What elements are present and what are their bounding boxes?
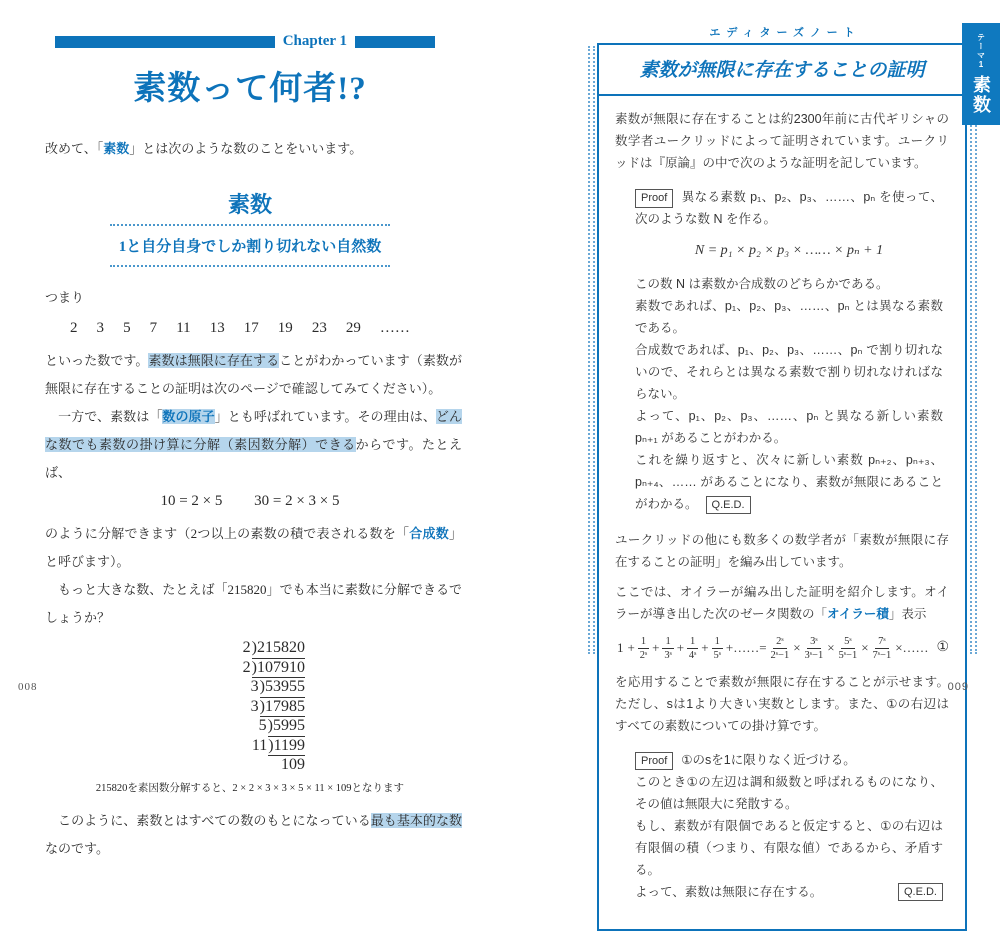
para1-text-2: ことがわかっています（素数が無限に存在することの証明は次のページで確認してみてください）。 bbox=[45, 353, 462, 396]
prime-number: 17 bbox=[243, 320, 259, 336]
fraction-denominator: 2ˢ bbox=[639, 650, 648, 662]
proof-line: これを繰り返すと、次々に新しい素数 pₙ₊₂、pₙ₊₃、pₙ₊₄、…… があることになり、素数が無限にあることがわかる。 Q.E.D. bbox=[635, 449, 943, 515]
para1-text-4: 」とも呼ばれています。その理由は、 bbox=[214, 408, 436, 424]
euler-product-term: オイラー積 bbox=[827, 606, 889, 621]
fraction-numerator: 2ˢ bbox=[773, 635, 786, 650]
proof1-intro-text: 異なる素数 p₁、p₂、p₃、……、pₙ を使って、次のような数 N を作る。 bbox=[635, 190, 943, 226]
fraction bbox=[638, 635, 649, 663]
para3-text-2: 」表示 bbox=[888, 606, 927, 621]
fraction-denominator: 7ˢ−1 bbox=[872, 650, 892, 662]
para2-text-1: のように分解できます（2つ以上の素数の積で表される数を「 bbox=[45, 525, 410, 541]
euler-tail: ×…… bbox=[895, 640, 929, 656]
page-number-right: 009 bbox=[947, 681, 969, 693]
qed-badge: Q.E.D. bbox=[706, 496, 751, 515]
para1-highlight-2: どんな数でも素数の掛け算に分解（素因数分解）できる bbox=[45, 408, 462, 452]
proof1-lines bbox=[635, 273, 943, 515]
para1-text-1: といった数です。 bbox=[45, 353, 149, 368]
proof-label: Proof bbox=[635, 752, 673, 771]
fraction-denominator: 5ˢ bbox=[713, 650, 721, 662]
proof2-intro-text: ①のsを1に限りなく近づける。 bbox=[681, 752, 856, 767]
editors-note-box bbox=[597, 43, 967, 931]
euler-lead: 1 bbox=[617, 640, 624, 656]
ladder-caption: 215820を素因数分解すると、2 × 2 × 3 × 3 × 5 × 11 × 109となります bbox=[95, 782, 405, 794]
proof-line: よって、p₁、p₂、p₃、……、pₙ と異なる新しい素数 pₙ₊₁ があることがわかる。 bbox=[635, 408, 943, 445]
ladder-result-row bbox=[195, 756, 305, 775]
ladder-divisor: 2 bbox=[242, 658, 251, 676]
equation-tag: ① bbox=[936, 640, 949, 656]
prime-number: 23 bbox=[311, 320, 327, 336]
euler-formula bbox=[615, 635, 949, 663]
ladder-dividend: )53955 bbox=[260, 678, 305, 698]
prime-number: …… bbox=[379, 320, 410, 336]
times-operator: × bbox=[861, 640, 869, 656]
proof-line: このとき①の左辺は調和級数と呼ばれるものになり、その値は無限大に発散する。 bbox=[635, 774, 943, 811]
para1-term-atom: 数の原子 bbox=[162, 408, 215, 424]
proof-line: この数 N は素数か合成数のどちらかである。 bbox=[635, 276, 889, 291]
ladder-divisor: 2 bbox=[242, 639, 251, 657]
proof2-lines bbox=[635, 771, 943, 903]
ladder-dividend: )1199 bbox=[268, 737, 305, 757]
theme-tab-title: 素数 bbox=[971, 75, 991, 115]
perforation-line bbox=[970, 46, 972, 654]
example-2: 30 = 2 × 3 × 5 bbox=[254, 492, 340, 509]
page-title: 素数って何者!? bbox=[133, 71, 367, 107]
paragraph-3 bbox=[45, 807, 462, 863]
prime-number: 5 bbox=[123, 320, 131, 336]
definition-body: 1と自分自身でしか割り切れない自然数 bbox=[118, 239, 382, 255]
fraction-numerator: 7ˢ bbox=[875, 635, 888, 650]
times-operator: × bbox=[793, 640, 801, 656]
tsumari-label: つまり bbox=[45, 290, 85, 305]
prime-number: 3 bbox=[96, 320, 105, 336]
ladder-dividend: )17985 bbox=[260, 698, 305, 718]
note-paragraph-3 bbox=[615, 581, 949, 625]
para2-term-composite: 合成数 bbox=[409, 525, 449, 541]
note-header bbox=[599, 45, 965, 96]
proof-line: 素数であれば、p₁、p₂、p₃、……、pₙ とは異なる素数である。 bbox=[635, 298, 943, 335]
perforation-line bbox=[588, 46, 590, 654]
plus-operator: + bbox=[652, 640, 660, 656]
proof-block-euclid bbox=[635, 186, 943, 515]
times-operator: × bbox=[827, 640, 835, 656]
fraction-denominator: 3ˢ bbox=[664, 650, 672, 662]
para3-text-2: なのです。 bbox=[45, 840, 109, 856]
fraction-denominator: 4ˢ bbox=[688, 650, 697, 662]
intro-text-2: 」とは次のような数のことをいいます。 bbox=[129, 141, 363, 156]
proof2-intro-line bbox=[635, 749, 943, 771]
prime-number: 11 bbox=[176, 320, 191, 336]
definition-heading: 素数 bbox=[227, 192, 272, 217]
ladder-divisor: 3 bbox=[250, 697, 259, 715]
fraction-numerator: 1 bbox=[638, 635, 649, 650]
fraction-numerator: 1 bbox=[662, 635, 673, 650]
proof1-intro-line bbox=[635, 186, 943, 230]
fraction bbox=[770, 635, 791, 663]
para2-text-2: 」と呼びます）。 bbox=[45, 525, 462, 569]
fraction bbox=[662, 635, 673, 663]
plus-operator: + bbox=[676, 640, 685, 656]
ladder-row bbox=[195, 639, 305, 659]
chapter-label: Chapter 1 bbox=[282, 33, 347, 49]
prime-number: 7 bbox=[149, 320, 158, 336]
plus-operator: + bbox=[627, 640, 635, 656]
fraction-numerator: 3ˢ bbox=[807, 635, 820, 650]
ladder-dividend: )215820 bbox=[252, 639, 305, 659]
perforation-line bbox=[975, 46, 977, 654]
para1-highlight-1: 素数は無限に存在する bbox=[148, 353, 280, 368]
perforation-line bbox=[593, 46, 595, 654]
chapter-band-bar-left bbox=[55, 36, 275, 48]
chapter-band bbox=[55, 33, 435, 50]
para1-text-3: 一方で、素数は「 bbox=[45, 408, 163, 424]
ladder-divisor: 11 bbox=[251, 736, 268, 754]
fraction bbox=[872, 635, 893, 663]
definition-box bbox=[110, 188, 390, 267]
factorization-examples bbox=[0, 493, 500, 510]
definition-rule-bottom bbox=[110, 265, 390, 267]
ladder-dividend: )107910 bbox=[252, 659, 305, 679]
para3-text-1: このように、素数とはすべての数のもとになっている bbox=[45, 812, 371, 828]
right-page bbox=[585, 0, 985, 899]
note-body bbox=[599, 96, 965, 929]
para2-text-3: もっと大きな数、たとえば「215820」でも本当に素数に分解できるでしょうか？ bbox=[45, 581, 462, 625]
division-ladder bbox=[195, 639, 305, 775]
para3-highlight: 最も基本的な数 bbox=[370, 812, 462, 828]
formula-n: N = p₁ × p₂ × p₃ × …… × pₙ + 1 bbox=[694, 243, 884, 258]
intro-term-prime: 素数 bbox=[103, 141, 130, 156]
prime-number: 13 bbox=[209, 320, 225, 336]
fraction-denominator: 3ˢ−1 bbox=[804, 650, 824, 662]
paragraph-2 bbox=[45, 520, 462, 632]
fraction-numerator: 5ˢ bbox=[841, 635, 854, 650]
ladder-row bbox=[195, 737, 305, 757]
ladder-row bbox=[195, 659, 305, 679]
euler-equals: +……= bbox=[725, 640, 767, 656]
page-number-left: 008 bbox=[18, 681, 38, 693]
para1-text-5: からです。たとえば、 bbox=[45, 436, 462, 480]
fraction-denominator: 5ˢ−1 bbox=[838, 650, 858, 662]
note-paragraph-4: を応用することで素数が無限に存在することが示せます。ただし、sは1より大きい実数とします。また、①の右辺はすべての素数についての掛け算です。 bbox=[615, 674, 949, 733]
left-page bbox=[0, 0, 500, 856]
fraction bbox=[804, 635, 825, 663]
note-paragraph-2: ユークリッドの他にも数多くの数学者が「素数が無限に存在することの証明」を編み出しています。 bbox=[615, 532, 949, 569]
ladder-row bbox=[195, 698, 305, 718]
qed-badge: Q.E.D. bbox=[898, 883, 943, 902]
theme-tab-label: テーマ1 bbox=[976, 33, 986, 70]
proof-block-euler bbox=[635, 749, 943, 903]
fraction-numerator: 1 bbox=[687, 635, 698, 650]
intro-paragraph bbox=[45, 136, 460, 162]
note-title: 素数が無限に存在することの証明 bbox=[639, 60, 925, 81]
ladder-dividend: )5995 bbox=[268, 717, 305, 737]
proof-line: 合成数であれば、p₁、p₂、p₃、……、pₙ で割り切れないので、それらとは異なる素数で割り切れなければならない。 bbox=[635, 342, 943, 401]
prime-list bbox=[70, 320, 410, 337]
chapter-band-bar-right bbox=[355, 36, 435, 48]
para3-text-1: ここでは、オイラーが編み出した証明を紹介します。オイラーが導き出した次のゼータ関数の「 bbox=[615, 584, 949, 621]
prime-number: 19 bbox=[277, 320, 293, 336]
prime-number: 29 bbox=[345, 320, 361, 336]
fraction-denominator: 2ˢ−1 bbox=[770, 650, 790, 662]
fraction-numerator: 1 bbox=[712, 635, 723, 650]
editors-note-kicker: エディターズノート bbox=[709, 27, 861, 39]
example-1: 10 = 2 × 5 bbox=[160, 492, 223, 509]
proof-line: もし、素数が有限個であると仮定すると、①の右辺は有限個の積（つまり、有限な値）であるから、矛盾する。 bbox=[635, 818, 943, 877]
ladder-divisor: 5 bbox=[258, 717, 267, 735]
paragraph-1 bbox=[45, 347, 462, 487]
fraction bbox=[687, 635, 698, 663]
ladder-result: 109 bbox=[281, 756, 305, 774]
note-paragraph-1: 素数が無限に存在することは約2300年前に古代ギリシャの数学者ユークリッドによって証明されています。ユークリッドは『原論』の中で次のような証明を記しています。 bbox=[615, 112, 949, 170]
plus-operator: + bbox=[701, 640, 709, 656]
ladder-row bbox=[195, 717, 305, 737]
theme-tab bbox=[962, 23, 1000, 125]
definition-rule-top bbox=[110, 224, 390, 226]
prime-number: 2 bbox=[70, 320, 78, 336]
proof-line: よって、素数は無限に存在する。 Q.E.D. bbox=[635, 881, 943, 903]
ladder-divisor: 3 bbox=[250, 678, 259, 696]
intro-text-1: 改めて、「 bbox=[45, 141, 104, 156]
proof-label: Proof bbox=[635, 189, 673, 208]
fraction bbox=[838, 635, 859, 663]
ladder-row bbox=[195, 678, 305, 698]
fraction bbox=[712, 635, 723, 663]
